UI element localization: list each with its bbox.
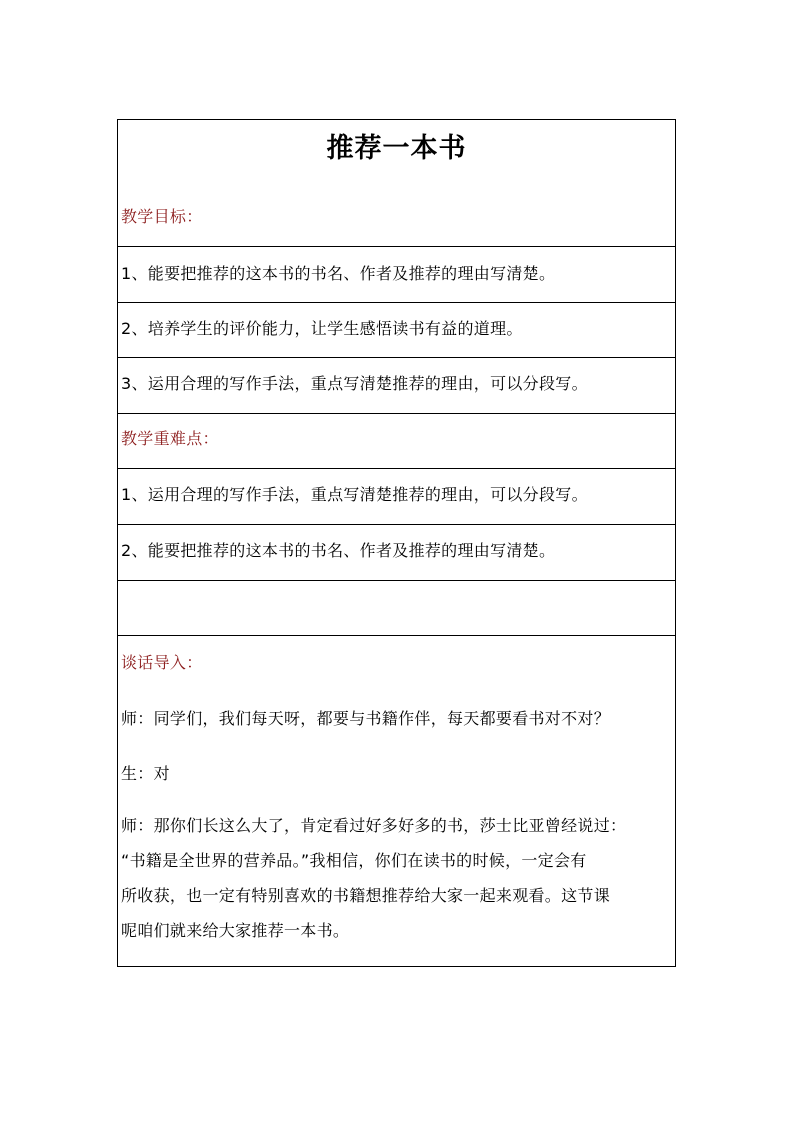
- objective-row: [118, 247, 675, 303]
- key-point-item: 1、运用合理的写作手法，重点写清楚推荐的理由，可以分段写。: [121, 485, 588, 504]
- empty-row: [118, 581, 675, 636]
- document-title: 推荐一本书: [326, 133, 467, 164]
- key-point-item: 2、能要把推荐的这本书的书名、作者及推荐的理由写清楚。: [121, 541, 556, 560]
- key-points-heading: 教学重难点：: [121, 429, 219, 448]
- intro-section: [118, 636, 675, 966]
- lesson-plan-table: [117, 119, 676, 967]
- key-points-heading-row: [118, 414, 675, 469]
- objective-item: 3、运用合理的写作手法，重点写清楚推荐的理由，可以分段写。: [121, 374, 588, 393]
- objective-row: [118, 303, 675, 358]
- dialogue-line: 生：对: [121, 764, 170, 783]
- objective-item: 1、能要把推荐的这本书的书名、作者及推荐的理由写清楚。: [121, 264, 556, 283]
- dialogue-line: 师：同学们，我们每天呀，都要与书籍作伴，每天都要看书对不对？: [121, 709, 611, 728]
- objective-item: 2、培养学生的评价能力，让学生感悟读书有益的道理。: [121, 319, 523, 338]
- paragraph-line: 呢咱们就来给大家推荐一本书。: [121, 921, 350, 940]
- paragraph-line: “书籍是全世界的营养品。”我相信，你们在读书的时候，一定会有: [121, 851, 587, 870]
- intro-heading: 谈话导入：: [121, 653, 203, 672]
- objectives-heading: 教学目标：: [121, 207, 203, 226]
- key-point-row: [118, 469, 675, 525]
- key-point-row: [118, 525, 675, 581]
- title-row: [118, 120, 675, 247]
- intro-paragraph: [121, 808, 673, 948]
- objective-row: [118, 358, 675, 414]
- paragraph-line: 师：那你们长这么大了，肯定看过好多好多的书，莎士比亚曾经说过：: [121, 816, 627, 835]
- paragraph-line: 所收获，也一定有特别喜欢的书籍想推荐给大家一起来观看。这节课: [121, 886, 611, 905]
